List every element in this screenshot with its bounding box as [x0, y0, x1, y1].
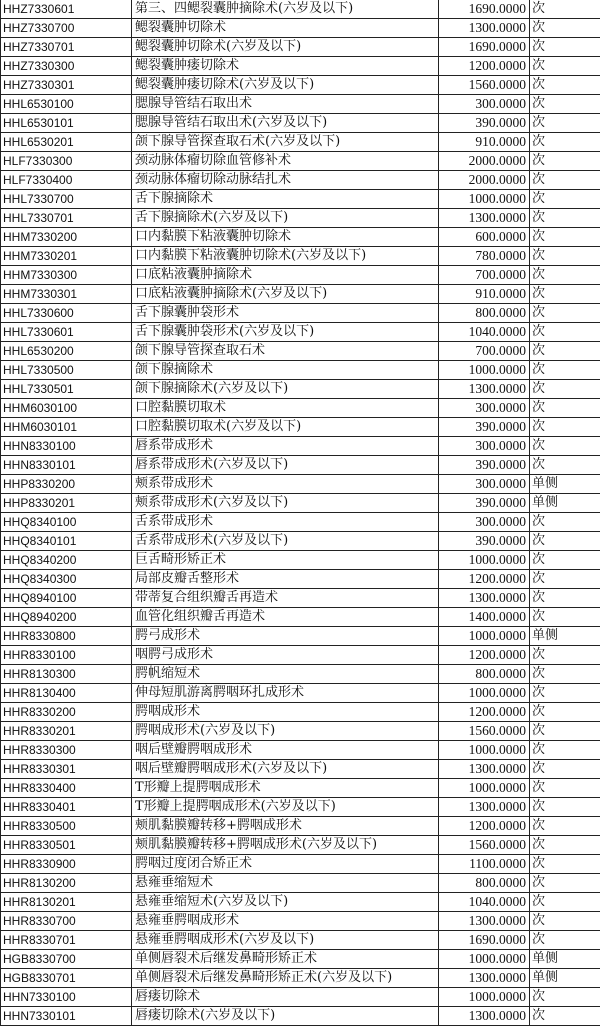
item-code: HHR8130400 [1, 684, 132, 703]
item-name: 鳃裂囊肿切除术 [132, 19, 439, 38]
item-name: 舌下腺摘除术(六岁及以下) [132, 209, 439, 228]
item-name: 颌下腺摘除术(六岁及以下) [132, 380, 439, 399]
item-code: HHZ7330700 [1, 19, 132, 38]
item-unit: 次 [530, 247, 600, 266]
item-name: 唇瘘切除术 [132, 988, 439, 1007]
item-unit: 单侧 [530, 950, 600, 969]
table-row [1, 152, 600, 171]
table-row [1, 0, 600, 19]
item-unit: 次 [530, 912, 600, 931]
item-price: 1000.0000 [439, 988, 530, 1007]
item-unit: 次 [530, 1007, 600, 1026]
item-unit: 次 [530, 855, 600, 874]
item-unit: 次 [530, 0, 600, 19]
item-code: HHP8330201 [1, 494, 132, 513]
item-unit: 次 [530, 684, 600, 703]
item-unit: 次 [530, 304, 600, 323]
item-name: 舌系带成形术 [132, 513, 439, 532]
item-code: HHZ7330300 [1, 57, 132, 76]
table-row [1, 513, 600, 532]
table-row [1, 494, 600, 513]
item-price: 1560.0000 [439, 836, 530, 855]
table-row [1, 741, 600, 760]
table-row [1, 703, 600, 722]
item-price: 1300.0000 [439, 760, 530, 779]
item-code: HHM6030100 [1, 399, 132, 418]
item-price: 1300.0000 [439, 209, 530, 228]
item-name: 悬雍垂腭咽成形术 [132, 912, 439, 931]
item-code: HHR8330401 [1, 798, 132, 817]
item-price: 390.0000 [439, 456, 530, 475]
table-row [1, 57, 600, 76]
item-code: HHR8330201 [1, 722, 132, 741]
item-unit: 次 [530, 171, 600, 190]
item-price: 600.0000 [439, 228, 530, 247]
item-unit: 次 [530, 779, 600, 798]
item-name: 颊肌黏膜瓣转移+腭咽成形术 [132, 817, 439, 836]
item-price: 2000.0000 [439, 171, 530, 190]
item-unit: 次 [530, 323, 600, 342]
item-name: 颊肌黏膜瓣转移+腭咽成形术(六岁及以下) [132, 836, 439, 855]
item-code: HHM7330300 [1, 266, 132, 285]
item-price: 1200.0000 [439, 646, 530, 665]
table-row [1, 608, 600, 627]
item-code: HHM7330200 [1, 228, 132, 247]
item-price: 800.0000 [439, 665, 530, 684]
item-name: 咽腭弓成形术 [132, 646, 439, 665]
table-row [1, 304, 600, 323]
table-row [1, 589, 600, 608]
item-unit: 次 [530, 551, 600, 570]
item-name: 颌下腺摘除术 [132, 361, 439, 380]
table-row [1, 171, 600, 190]
item-code: HHQ8340300 [1, 570, 132, 589]
item-price: 780.0000 [439, 247, 530, 266]
item-price: 1690.0000 [439, 931, 530, 950]
table-row [1, 95, 600, 114]
table-row [1, 247, 600, 266]
table-row [1, 931, 600, 950]
item-unit: 次 [530, 95, 600, 114]
item-code: HHR8330300 [1, 741, 132, 760]
item-code: HHR8130200 [1, 874, 132, 893]
table-row [1, 190, 600, 209]
item-unit: 次 [530, 646, 600, 665]
table-row [1, 779, 600, 798]
item-code: HHL6530100 [1, 95, 132, 114]
item-name: 第三、四鳃裂囊肿摘除术(六岁及以下) [132, 0, 439, 19]
item-price: 390.0000 [439, 494, 530, 513]
item-name: 口内黏膜下粘液囊肿切除术(六岁及以下) [132, 247, 439, 266]
item-code: HHL7330701 [1, 209, 132, 228]
item-name: 口腔黏膜切取术 [132, 399, 439, 418]
item-name: 唇瘘切除术(六岁及以下) [132, 1007, 439, 1026]
item-unit: 次 [530, 266, 600, 285]
item-name: 唇系带成形术(六岁及以下) [132, 456, 439, 475]
item-unit: 次 [530, 342, 600, 361]
item-name: 局部皮瓣舌整形术 [132, 570, 439, 589]
table-row [1, 418, 600, 437]
item-name: 颊系带成形术(六岁及以下) [132, 494, 439, 513]
item-code: HHP8330200 [1, 475, 132, 494]
table-row [1, 646, 600, 665]
item-price: 1000.0000 [439, 779, 530, 798]
item-name: 颌下腺导管探查取石术(六岁及以下) [132, 133, 439, 152]
item-price: 2000.0000 [439, 152, 530, 171]
item-price: 1300.0000 [439, 969, 530, 988]
item-code: HHL6530200 [1, 342, 132, 361]
item-code: HHR8330501 [1, 836, 132, 855]
item-unit: 次 [530, 570, 600, 589]
table-row [1, 228, 600, 247]
table-row [1, 969, 600, 988]
item-price: 910.0000 [439, 133, 530, 152]
item-unit: 单侧 [530, 969, 600, 988]
table-row [1, 475, 600, 494]
item-name: 单侧唇裂术后继发鼻畸形矫正术(六岁及以下) [132, 969, 439, 988]
item-code: HHL7330700 [1, 190, 132, 209]
item-unit: 次 [530, 437, 600, 456]
item-name: 腭咽成形术 [132, 703, 439, 722]
item-price: 390.0000 [439, 418, 530, 437]
table-row [1, 323, 600, 342]
table-row [1, 817, 600, 836]
item-unit: 次 [530, 874, 600, 893]
item-name: 舌下腺囊肿袋形术(六岁及以下) [132, 323, 439, 342]
item-name: 带蒂复合组织瓣舌再造术 [132, 589, 439, 608]
item-name: 悬雍垂缩短术 [132, 874, 439, 893]
item-price: 300.0000 [439, 475, 530, 494]
item-code: HHR8330701 [1, 931, 132, 950]
item-unit: 单侧 [530, 494, 600, 513]
item-price: 1040.0000 [439, 893, 530, 912]
table-row [1, 836, 600, 855]
table-row [1, 798, 600, 817]
table-row [1, 19, 600, 38]
item-code: HHR8130201 [1, 893, 132, 912]
item-unit: 次 [530, 931, 600, 950]
table-row [1, 38, 600, 57]
item-name: 鳃裂囊肿瘘切除术(六岁及以下) [132, 76, 439, 95]
item-code: HHN7330100 [1, 988, 132, 1007]
item-name: T形瓣上提腭咽成形术(六岁及以下) [132, 798, 439, 817]
item-code: HHQ8940100 [1, 589, 132, 608]
item-code: HHQ8340200 [1, 551, 132, 570]
item-name: 鳃裂囊肿瘘切除术 [132, 57, 439, 76]
item-price: 1690.0000 [439, 38, 530, 57]
table-row [1, 627, 600, 646]
item-price: 1040.0000 [439, 323, 530, 342]
item-price: 300.0000 [439, 437, 530, 456]
item-name: 口底粘液囊肿摘除术(六岁及以下) [132, 285, 439, 304]
item-code: HHQ8340100 [1, 513, 132, 532]
item-name: 单侧唇裂术后继发鼻畸形矫正术 [132, 950, 439, 969]
item-unit: 次 [530, 418, 600, 437]
item-price: 1300.0000 [439, 912, 530, 931]
item-unit: 次 [530, 760, 600, 779]
item-price: 1000.0000 [439, 190, 530, 209]
item-name: 腮腺导管结石取出术(六岁及以下) [132, 114, 439, 133]
item-unit: 次 [530, 741, 600, 760]
item-code: HHR8330500 [1, 817, 132, 836]
item-code: HLF7330400 [1, 171, 132, 190]
item-name: 咽后壁瓣腭咽成形术 [132, 741, 439, 760]
item-price: 1000.0000 [439, 950, 530, 969]
item-name: 腭咽成形术(六岁及以下) [132, 722, 439, 741]
item-price: 700.0000 [439, 342, 530, 361]
item-unit: 次 [530, 114, 600, 133]
item-unit: 次 [530, 722, 600, 741]
item-unit: 次 [530, 209, 600, 228]
item-price: 1300.0000 [439, 589, 530, 608]
item-unit: 次 [530, 19, 600, 38]
item-code: HHR8130300 [1, 665, 132, 684]
item-unit: 次 [530, 38, 600, 57]
item-unit: 次 [530, 190, 600, 209]
item-price: 300.0000 [439, 95, 530, 114]
table-row [1, 570, 600, 589]
item-unit: 次 [530, 456, 600, 475]
item-price: 300.0000 [439, 399, 530, 418]
item-code: HHZ7330301 [1, 76, 132, 95]
item-price: 800.0000 [439, 874, 530, 893]
table-row [1, 399, 600, 418]
item-name: 唇系带成形术 [132, 437, 439, 456]
table-row [1, 532, 600, 551]
item-unit: 次 [530, 893, 600, 912]
item-unit: 次 [530, 589, 600, 608]
item-price: 1100.0000 [439, 855, 530, 874]
item-price: 1300.0000 [439, 1007, 530, 1026]
item-code: HHL7330501 [1, 380, 132, 399]
item-unit: 次 [530, 836, 600, 855]
item-price: 1300.0000 [439, 19, 530, 38]
table-row [1, 380, 600, 399]
item-price: 1000.0000 [439, 684, 530, 703]
item-unit: 次 [530, 380, 600, 399]
table-row [1, 456, 600, 475]
item-code: HHZ7330701 [1, 38, 132, 57]
item-price: 300.0000 [439, 513, 530, 532]
item-unit: 次 [530, 817, 600, 836]
table-row [1, 684, 600, 703]
item-price: 1300.0000 [439, 380, 530, 399]
item-price: 1200.0000 [439, 570, 530, 589]
item-code: HHR8330900 [1, 855, 132, 874]
item-name: 口内黏膜下粘液囊肿切除术 [132, 228, 439, 247]
item-unit: 次 [530, 608, 600, 627]
table-row [1, 209, 600, 228]
item-price: 1200.0000 [439, 57, 530, 76]
item-code: HHM6030101 [1, 418, 132, 437]
item-name: 伸母短肌游离腭咽环扎成形术 [132, 684, 439, 703]
item-unit: 单侧 [530, 475, 600, 494]
item-name: 颈动脉体瘤切除动脉结扎术 [132, 171, 439, 190]
item-name: T形瓣上提腭咽成形术 [132, 779, 439, 798]
table-row [1, 855, 600, 874]
item-price: 1300.0000 [439, 798, 530, 817]
item-price: 1000.0000 [439, 551, 530, 570]
table-row [1, 76, 600, 95]
item-code: HHL7330601 [1, 323, 132, 342]
item-code: HHR8330400 [1, 779, 132, 798]
item-unit: 次 [530, 532, 600, 551]
item-code: HHL7330600 [1, 304, 132, 323]
item-unit: 次 [530, 228, 600, 247]
item-price: 1000.0000 [439, 627, 530, 646]
item-price: 390.0000 [439, 532, 530, 551]
item-name: 血管化组织瓣舌再造术 [132, 608, 439, 627]
item-name: 舌下腺摘除术 [132, 190, 439, 209]
item-price: 1200.0000 [439, 703, 530, 722]
table-row [1, 912, 600, 931]
item-name: 颌下腺导管探查取石术 [132, 342, 439, 361]
item-name: 腭咽过度闭合矫正术 [132, 855, 439, 874]
table-row [1, 551, 600, 570]
table-row [1, 874, 600, 893]
item-code: HHL6530201 [1, 133, 132, 152]
item-code: HHR8330301 [1, 760, 132, 779]
item-code: HHN8330100 [1, 437, 132, 456]
table-row [1, 342, 600, 361]
item-price: 1000.0000 [439, 741, 530, 760]
fee-table-body [1, 0, 600, 1026]
item-name: 腭弓成形术 [132, 627, 439, 646]
table-row [1, 722, 600, 741]
item-unit: 次 [530, 361, 600, 380]
item-unit: 次 [530, 152, 600, 171]
item-code: HHM7330301 [1, 285, 132, 304]
item-code: HHQ8940200 [1, 608, 132, 627]
item-code: HLF7330300 [1, 152, 132, 171]
item-price: 800.0000 [439, 304, 530, 323]
table-row [1, 114, 600, 133]
item-price: 1200.0000 [439, 817, 530, 836]
item-price: 910.0000 [439, 285, 530, 304]
item-unit: 次 [530, 665, 600, 684]
item-unit: 次 [530, 798, 600, 817]
item-unit: 次 [530, 399, 600, 418]
item-price: 390.0000 [439, 114, 530, 133]
table-row [1, 361, 600, 380]
item-code: HHN7330101 [1, 1007, 132, 1026]
table-row [1, 437, 600, 456]
item-name: 腮腺导管结石取出术 [132, 95, 439, 114]
item-unit: 次 [530, 133, 600, 152]
item-name: 悬雍垂缩短术(六岁及以下) [132, 893, 439, 912]
item-code: HHR8330200 [1, 703, 132, 722]
item-name: 悬雍垂腭咽成形术(六岁及以下) [132, 931, 439, 950]
item-code: HHM7330201 [1, 247, 132, 266]
item-name: 咽后壁瓣腭咽成形术(六岁及以下) [132, 760, 439, 779]
table-row [1, 988, 600, 1007]
item-unit: 单侧 [530, 627, 600, 646]
item-name: 口腔黏膜切取术(六岁及以下) [132, 418, 439, 437]
item-unit: 次 [530, 703, 600, 722]
item-name: 舌下腺囊肿袋形术 [132, 304, 439, 323]
table-row [1, 266, 600, 285]
item-code: HGB8330700 [1, 950, 132, 969]
item-name: 舌系带成形术(六岁及以下) [132, 532, 439, 551]
item-name: 颈动脉体瘤切除血管修补术 [132, 152, 439, 171]
table-row [1, 760, 600, 779]
item-code: HHQ8340101 [1, 532, 132, 551]
item-unit: 次 [530, 988, 600, 1007]
table-row [1, 285, 600, 304]
item-unit: 次 [530, 513, 600, 532]
item-price: 1690.0000 [439, 0, 530, 19]
item-code: HHR8330800 [1, 627, 132, 646]
table-row [1, 950, 600, 969]
item-code: HHN8330101 [1, 456, 132, 475]
table-row [1, 133, 600, 152]
item-price: 700.0000 [439, 266, 530, 285]
item-code: HHL6530101 [1, 114, 132, 133]
item-price: 1400.0000 [439, 608, 530, 627]
item-price: 1560.0000 [439, 722, 530, 741]
item-name: 鳃裂囊肿切除术(六岁及以下) [132, 38, 439, 57]
item-code: HGB8330701 [1, 969, 132, 988]
item-unit: 次 [530, 76, 600, 95]
item-name: 口底粘液囊肿摘除术 [132, 266, 439, 285]
item-name: 颊系带成形术 [132, 475, 439, 494]
item-price: 1560.0000 [439, 76, 530, 95]
item-name: 腭帆缩短术 [132, 665, 439, 684]
table-row [1, 893, 600, 912]
item-unit: 次 [530, 285, 600, 304]
item-price: 1000.0000 [439, 361, 530, 380]
item-code: HHR8330100 [1, 646, 132, 665]
item-unit: 次 [530, 57, 600, 76]
item-name: 巨舌畸形矫正术 [132, 551, 439, 570]
item-code: HHR8330700 [1, 912, 132, 931]
table-row [1, 665, 600, 684]
table-row [1, 1007, 600, 1026]
item-code: HHL7330500 [1, 361, 132, 380]
item-code: HHZ7330601 [1, 0, 132, 19]
